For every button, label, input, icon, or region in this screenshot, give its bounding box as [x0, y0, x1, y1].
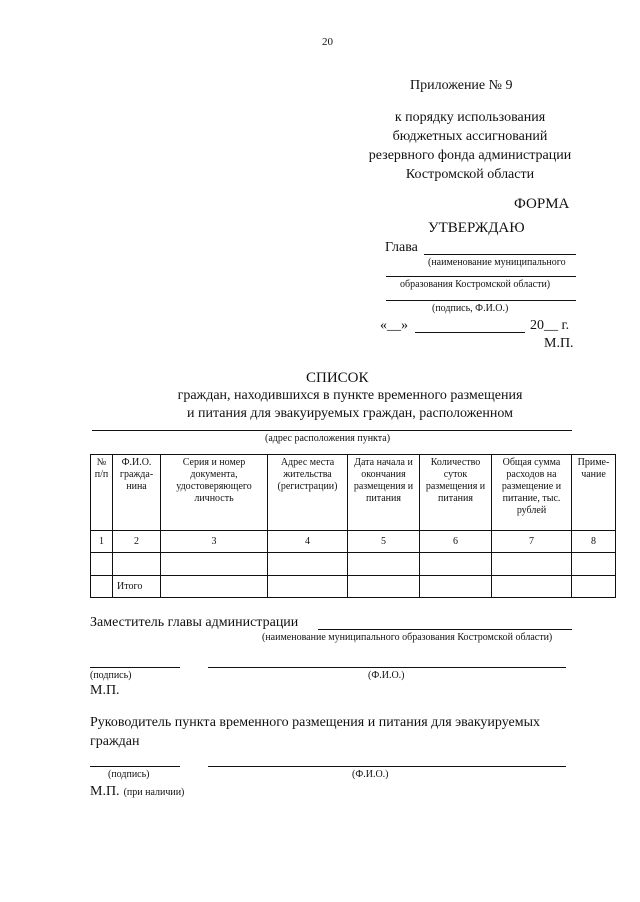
approve-stamp: М.П.	[544, 336, 574, 351]
table-cell	[268, 553, 348, 576]
date-year: 20__ г.	[530, 318, 570, 333]
appendix-line: к порядку использования	[394, 110, 546, 125]
table-cell	[348, 576, 420, 598]
table-header: Количество суток размещения и питания	[420, 455, 492, 531]
total-label: Итого	[113, 576, 161, 598]
table-total-row	[91, 576, 616, 598]
address-line	[92, 430, 572, 431]
manager-label: Руководитель пункта временного размещения и питания для эвакуируемых	[90, 715, 541, 730]
table-cell	[113, 553, 161, 576]
manager-stamp: М.П.	[90, 784, 120, 799]
table-cell: 7	[492, 531, 572, 553]
table-cell	[161, 553, 268, 576]
table-cell: 5	[348, 531, 420, 553]
deputy-signature-line	[90, 667, 180, 668]
table-cell	[91, 576, 113, 598]
deputy-fio-caption: (Ф.И.О.)	[368, 670, 405, 681]
table-number-row	[91, 531, 616, 553]
deputy-municipality-line	[318, 629, 572, 630]
table-cell	[572, 553, 616, 576]
deputy-stamp: М.П.	[90, 683, 120, 698]
table-cell	[161, 576, 268, 598]
table-cell	[572, 576, 616, 598]
manager-stamp-note: (при наличии)	[123, 787, 185, 798]
deputy-label: Заместитель главы администрации	[90, 615, 299, 630]
table-cell	[420, 576, 492, 598]
head-caption-3: (подпись, Ф.И.О.)	[432, 303, 509, 314]
table-cell	[492, 553, 572, 576]
table-header: № п/п	[91, 455, 113, 531]
table-cell: 2	[113, 531, 161, 553]
table-cell	[268, 576, 348, 598]
table-header-row	[91, 455, 616, 531]
table-row	[91, 553, 616, 576]
citizens-table	[90, 454, 616, 598]
deputy-fio-line	[208, 667, 566, 668]
head-name-line	[424, 254, 576, 255]
head-caption-1: (наименование муниципального	[428, 257, 566, 268]
deputy-sign-caption: (подпись)	[90, 670, 132, 681]
manager-label-2: граждан	[90, 734, 140, 749]
table-header: Приме-чание	[572, 455, 616, 531]
list-title: СПИСОК	[306, 370, 369, 386]
table-cell: 8	[572, 531, 616, 553]
manager-fio-caption: (Ф.И.О.)	[352, 769, 389, 780]
table-header: Общая сумма расходов на размещение и питание, тыс. рублей	[492, 455, 572, 531]
manager-fio-line	[208, 766, 566, 767]
table-header: Ф.И.О. гражда-нина	[113, 455, 161, 531]
table-header: Дата начала и окончания размещения и питания	[348, 455, 420, 531]
form-label: ФОРМА	[514, 196, 570, 212]
table-cell: 1	[91, 531, 113, 553]
date-month-line	[415, 332, 525, 333]
appendix-text	[350, 108, 590, 184]
appendix-line: резервного фонда администрации	[368, 148, 572, 163]
manager-stamp-block	[90, 782, 184, 800]
date-day: «__»	[380, 318, 408, 333]
page-number: 20	[322, 36, 333, 48]
table-cell: 4	[268, 531, 348, 553]
table-header: Адрес места жительства (регистрации)	[268, 455, 348, 531]
approve-title: УТВЕРЖДАЮ	[428, 220, 525, 236]
manager-signature-line	[90, 766, 180, 767]
list-subtitle-line: и питания для эвакуируемых граждан, расположенном	[187, 406, 513, 421]
appendix-line: бюджетных ассигнований	[392, 129, 548, 144]
table-cell: 6	[420, 531, 492, 553]
address-caption: (адрес расположения пункта)	[265, 433, 391, 444]
table-cell	[348, 553, 420, 576]
signature-line	[386, 300, 576, 301]
municipality-line	[386, 276, 576, 277]
table-cell	[91, 553, 113, 576]
head-caption-2: образования Костромской области)	[400, 279, 551, 290]
table-cell	[492, 576, 572, 598]
manager-sign-caption: (подпись)	[108, 769, 150, 780]
table-cell	[420, 553, 492, 576]
head-label: Глава	[385, 240, 418, 255]
table-cell: 3	[161, 531, 268, 553]
table-header: Серия и номер документа, удостоверяющего личность	[161, 455, 268, 531]
list-subtitle	[90, 387, 610, 423]
appendix-title: Приложение № 9	[410, 78, 513, 93]
appendix-line: Костромской области	[405, 167, 535, 182]
list-subtitle-line: граждан, находившихся в пункте временного размещения	[177, 388, 523, 403]
deputy-caption: (наименование муниципального образования Костромской области)	[262, 632, 553, 643]
